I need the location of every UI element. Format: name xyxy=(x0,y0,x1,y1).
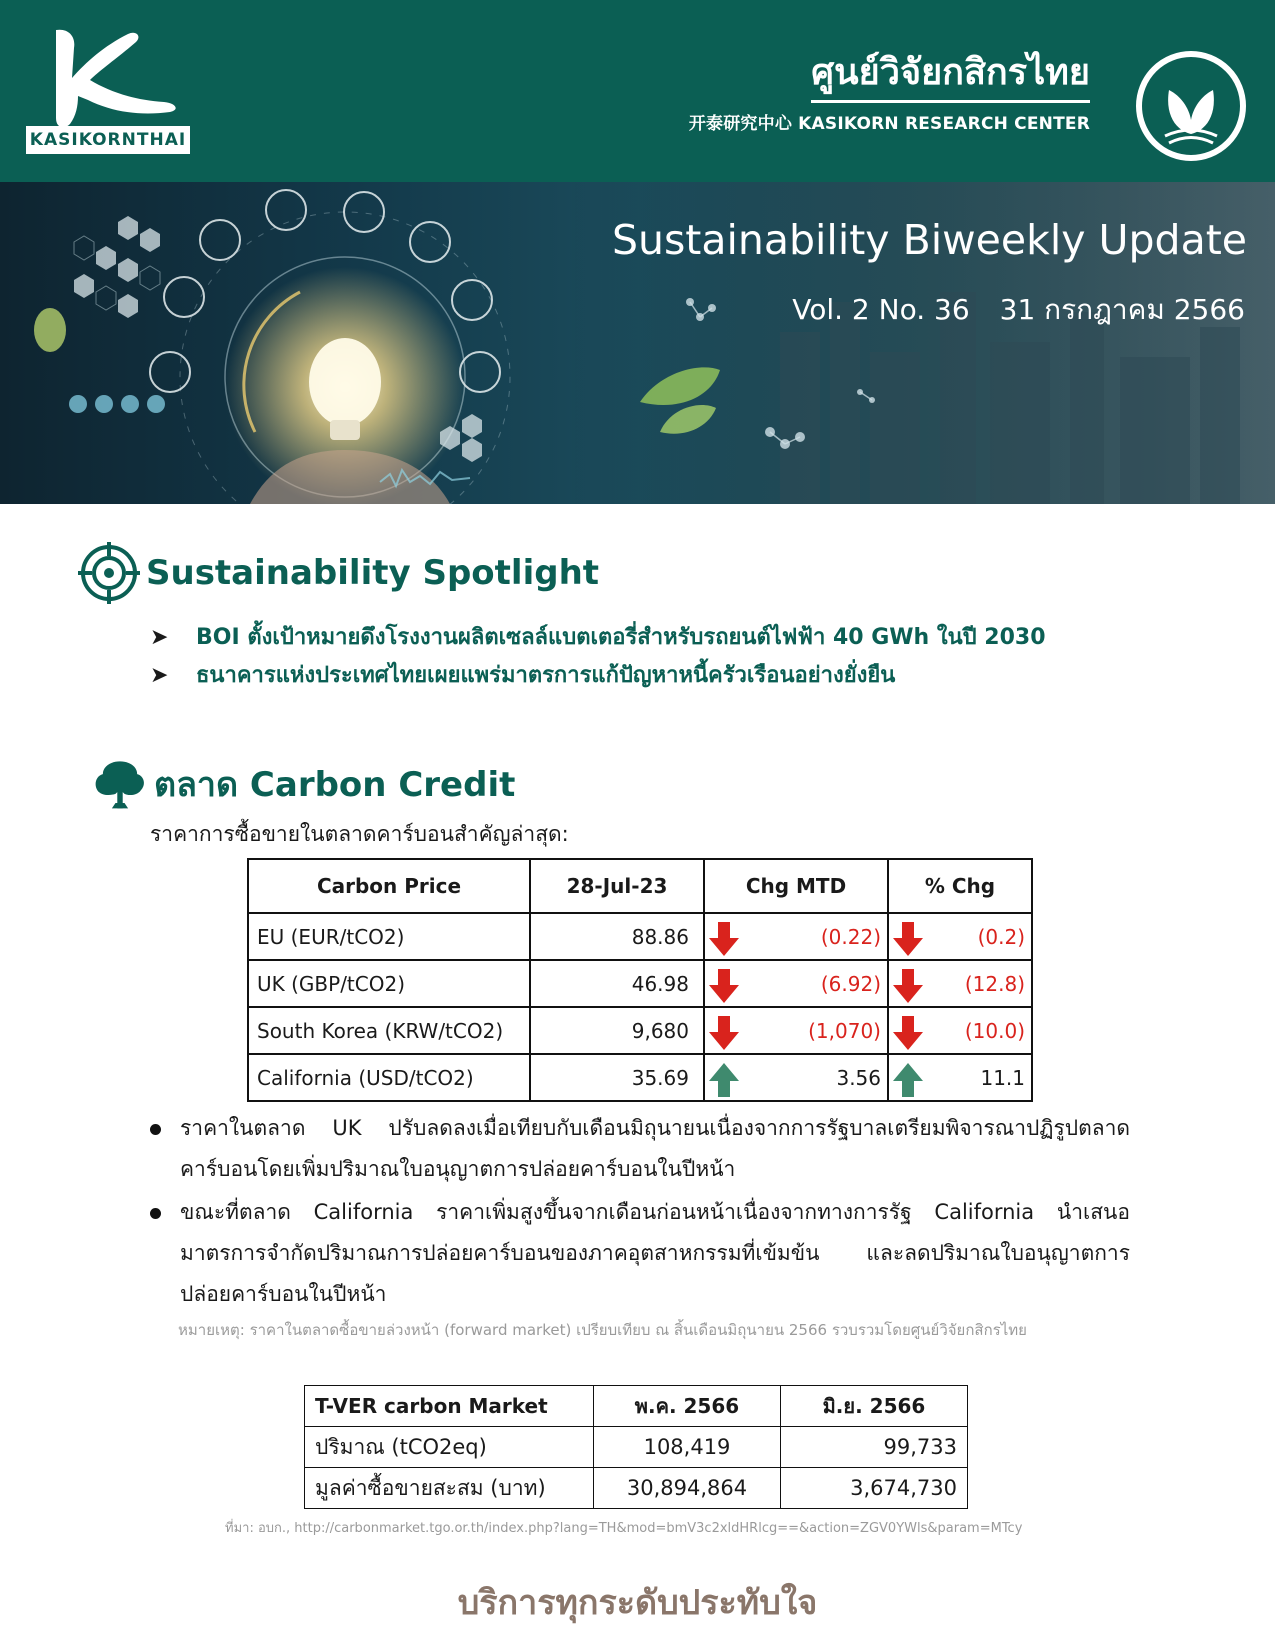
pct-change-value: (10.0) xyxy=(964,1018,1025,1043)
column-header: 28-Jul-23 xyxy=(530,859,704,913)
column-header: มิ.ย. 2566 xyxy=(781,1386,968,1427)
spotlight-list xyxy=(148,620,1128,696)
down-arrow-icon xyxy=(893,922,923,956)
list-item xyxy=(150,1108,1130,1190)
change-mtd-value: (1,070) xyxy=(808,1018,881,1043)
table-row xyxy=(305,1468,968,1509)
cell-value: 108,419 xyxy=(594,1427,781,1468)
krc-leaf-emblem-icon xyxy=(1135,50,1247,162)
commentary-text: ราคาในตลาด UK ปรับลดลงเมื่อเทียบกับเดือนมิถุนายนเนื่องจากการรัฐบาลเตรียมพิจารณาปฏิรูปตลาดคาร์บอนโดยเพิ่มปริมาณใบอนุญาตการปล่อยคาร์บอนในปีหน้า xyxy=(180,1116,1130,1181)
up-arrow-icon xyxy=(893,1063,923,1097)
carbon-price-rows xyxy=(248,913,1032,1101)
column-header: Chg MTD xyxy=(704,859,888,913)
change-mtd-cell xyxy=(704,960,888,1007)
spotlight-heading-text: Sustainability Spotlight xyxy=(146,553,600,593)
column-header: Carbon Price xyxy=(248,859,530,913)
list-item xyxy=(150,1192,1130,1315)
spotlight-item-text: ธนาคารแห่งประเทศไทยเผยแพร่มาตรการแก้ปัญหาหนี้ครัวเรือนอย่างยั่งยืน xyxy=(196,663,896,688)
spotlight-item-text: BOI ตั้งเป้าหมายดึงโรงงานผลิตเซลล์แบตเตอรี่สำหรับรถยนต์ไฟฟ้า 40 GWh ในปี 2030 xyxy=(196,625,1046,650)
research-center-title xyxy=(689,50,1090,134)
table-row xyxy=(248,1054,1032,1101)
header-band xyxy=(0,0,1275,182)
table-row xyxy=(248,960,1032,1007)
table-row xyxy=(305,1427,968,1468)
price-value: 88.86 xyxy=(530,913,704,960)
source-link[interactable]: ที่มา: อบก., http://carbonmarket.tgo.or.th/index.php?lang=TH&mod=bmV3c2xldHRlcg==&action=ZGV0YWls&param=MTcy xyxy=(225,1521,1023,1536)
carbon-commentary-list xyxy=(150,1108,1130,1317)
footer-slogan: บริการทุกระดับประทับใจ xyxy=(457,1583,818,1623)
pct-change-cell xyxy=(888,913,1032,960)
price-value: 46.98 xyxy=(530,960,704,1007)
pct-change-cell xyxy=(888,960,1032,1007)
table-header-row xyxy=(248,859,1032,913)
column-header: T-VER carbon Market xyxy=(305,1386,594,1427)
arrow-bullet-icon: ➤ xyxy=(150,625,169,650)
carbon-price-table xyxy=(247,858,1033,1102)
pct-change-cell xyxy=(888,1007,1032,1054)
bullet-dot-icon xyxy=(150,1124,161,1135)
cell-value: 30,894,864 xyxy=(594,1468,781,1509)
market-name: South Korea (KRW/tCO2) xyxy=(248,1007,530,1054)
arrow-bullet-icon: ➤ xyxy=(150,663,169,688)
tver-market-table xyxy=(304,1385,968,1509)
down-arrow-icon xyxy=(709,969,739,1003)
price-value: 9,680 xyxy=(530,1007,704,1054)
kasikornthai-logo xyxy=(24,26,192,154)
bullet-dot-icon xyxy=(150,1208,161,1219)
target-icon xyxy=(78,542,140,604)
tree-icon xyxy=(92,756,148,812)
carbon-heading-text: ตลาด Carbon Credit xyxy=(154,765,516,805)
kasikornthai-k-mark-icon xyxy=(24,26,192,130)
row-label: มูลค่าซื้อขายสะสม (บาท) xyxy=(305,1468,594,1509)
report-volume: Vol. 2 No. 36 xyxy=(792,293,970,326)
column-header: พ.ค. 2566 xyxy=(594,1386,781,1427)
down-arrow-icon xyxy=(893,969,923,1003)
research-center-name-th: ศูนย์วิจัยกสิกรไทย xyxy=(811,50,1090,103)
down-arrow-icon xyxy=(709,922,739,956)
research-center-name-en: 开泰研究中心 KASIKORN RESEARCH CENTER xyxy=(688,114,1090,134)
down-arrow-icon xyxy=(893,1016,923,1050)
report-title: Sustainability Biweekly Update xyxy=(611,216,1247,264)
pct-change-cell xyxy=(888,1054,1032,1101)
column-header: % Chg xyxy=(888,859,1032,913)
report-issue-info xyxy=(792,288,1245,332)
spotlight-heading xyxy=(78,542,599,604)
change-mtd-value: 3.56 xyxy=(836,1065,881,1090)
pct-change-value: (12.8) xyxy=(964,971,1025,996)
change-mtd-value: (0.22) xyxy=(820,924,881,949)
down-arrow-icon xyxy=(709,1016,739,1050)
spotlight-item[interactable] xyxy=(148,620,1128,656)
change-mtd-cell xyxy=(704,913,888,960)
pct-change-value: (0.2) xyxy=(977,924,1025,949)
change-mtd-cell xyxy=(704,1007,888,1054)
table-row xyxy=(248,913,1032,960)
cell-value: 99,733 xyxy=(781,1427,968,1468)
report-date: 31 กรกฎาคม 2566 xyxy=(999,293,1245,326)
row-label: ปริมาณ (tCO2eq) xyxy=(305,1427,594,1468)
carbon-heading xyxy=(92,756,515,812)
table-note: หมายเหตุ: ราคาในตลาดซื้อขายล่วงหน้า (forward market) เปรียบเทียบ ณ สิ้นเดือนมิถุนายน 2566 รวบรวมโดยศูนย์วิจัยกสิกรไทย xyxy=(178,1321,1027,1339)
commentary-text: ขณะที่ตลาด California ราคาเพิ่มสูงขึ้นจากเดือนก่อนหน้าเนื่องจากทางการรัฐ California นำเสนอมาตรการจำกัดปริมาณการปล่อยคาร์บอนของภาคอุตสาหกรรมที่เข้มข้น และลดปริมาณใบอนุญาตการปล่อยคาร์บอนในปีหน้า xyxy=(180,1200,1130,1306)
carbon-intro-text: ราคาการซื้อขายในตลาดคาร์บอนสำคัญล่าสุด: xyxy=(150,822,569,846)
price-value: 35.69 xyxy=(530,1054,704,1101)
market-name: UK (GBP/tCO2) xyxy=(248,960,530,1007)
hero-banner xyxy=(0,182,1275,504)
spotlight-item[interactable] xyxy=(148,658,1128,694)
change-mtd-value: (6.92) xyxy=(820,971,881,996)
pct-change-value: 11.1 xyxy=(980,1065,1025,1090)
market-name: California (USD/tCO2) xyxy=(248,1054,530,1101)
cell-value: 3,674,730 xyxy=(781,1468,968,1509)
market-name: EU (EUR/tCO2) xyxy=(248,913,530,960)
change-mtd-cell xyxy=(704,1054,888,1101)
table-row xyxy=(248,1007,1032,1054)
kasikornthai-wordmark: KASIKORNTHAI xyxy=(26,126,190,154)
up-arrow-icon xyxy=(709,1063,739,1097)
table-header-row xyxy=(305,1386,968,1427)
